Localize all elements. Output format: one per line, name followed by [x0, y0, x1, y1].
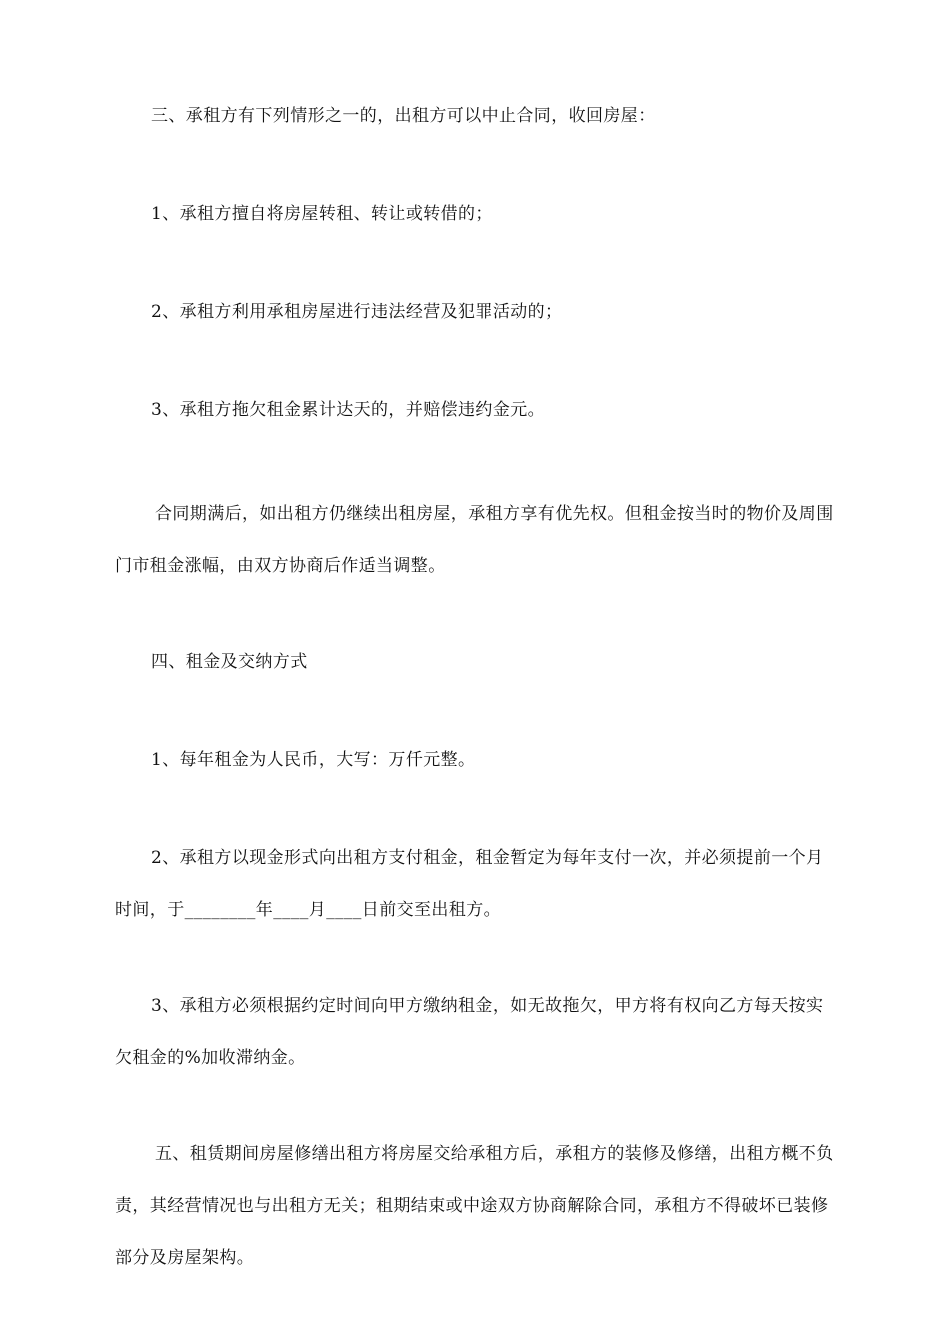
clause-three-item-2: 2、承租方利用承租房屋进行违法经营及犯罪活动的； [151, 302, 563, 322]
clause-four-item-3: 3、承租方必须根据约定时间向甲方缴纳租金，如无故拖欠，甲方将有权向乙方每天按实欠租金的%加收滞纳金。 [115, 996, 824, 1068]
clause-four-item-2: 2、承租方以现金形式向出租方支付租金，租金暂定为每年支付一次，并必须提前一个月时间，于________年____月____日前交至出租方。 [115, 848, 824, 920]
clause-four-item-1: 1、每年租金为人民币，大写：万仟元整。 [151, 750, 476, 770]
clause-three-item-3: 3、承租方拖欠租金累计达天的，并赔偿违约金元。 [151, 400, 546, 420]
clause-four-heading: 四、租金及交纳方式 [151, 652, 308, 672]
clause-three-item-1: 1、承租方擅自将房屋转租、转让或转借的； [151, 204, 493, 224]
clause-five-paragraph: 五、租赁期间房屋修缮出租方将房屋交给承租方后，承租方的装修及修缮，出租方概不负责，其经营情况也与出租方无关；租期结束或中途双方协商解除合同，承租方不得破坏已装修部分及房屋架构。 [115, 1144, 834, 1268]
clause-three-heading: 三、承租方有下列情形之一的，出租方可以中止合同，收回房屋： [151, 106, 656, 126]
renewal-paragraph: 合同期满后，如出租方仍继续出租房屋，承租方享有优先权。但租金按当时的物价及周围门市租金涨幅，由双方协商后作适当调整。 [115, 504, 834, 576]
